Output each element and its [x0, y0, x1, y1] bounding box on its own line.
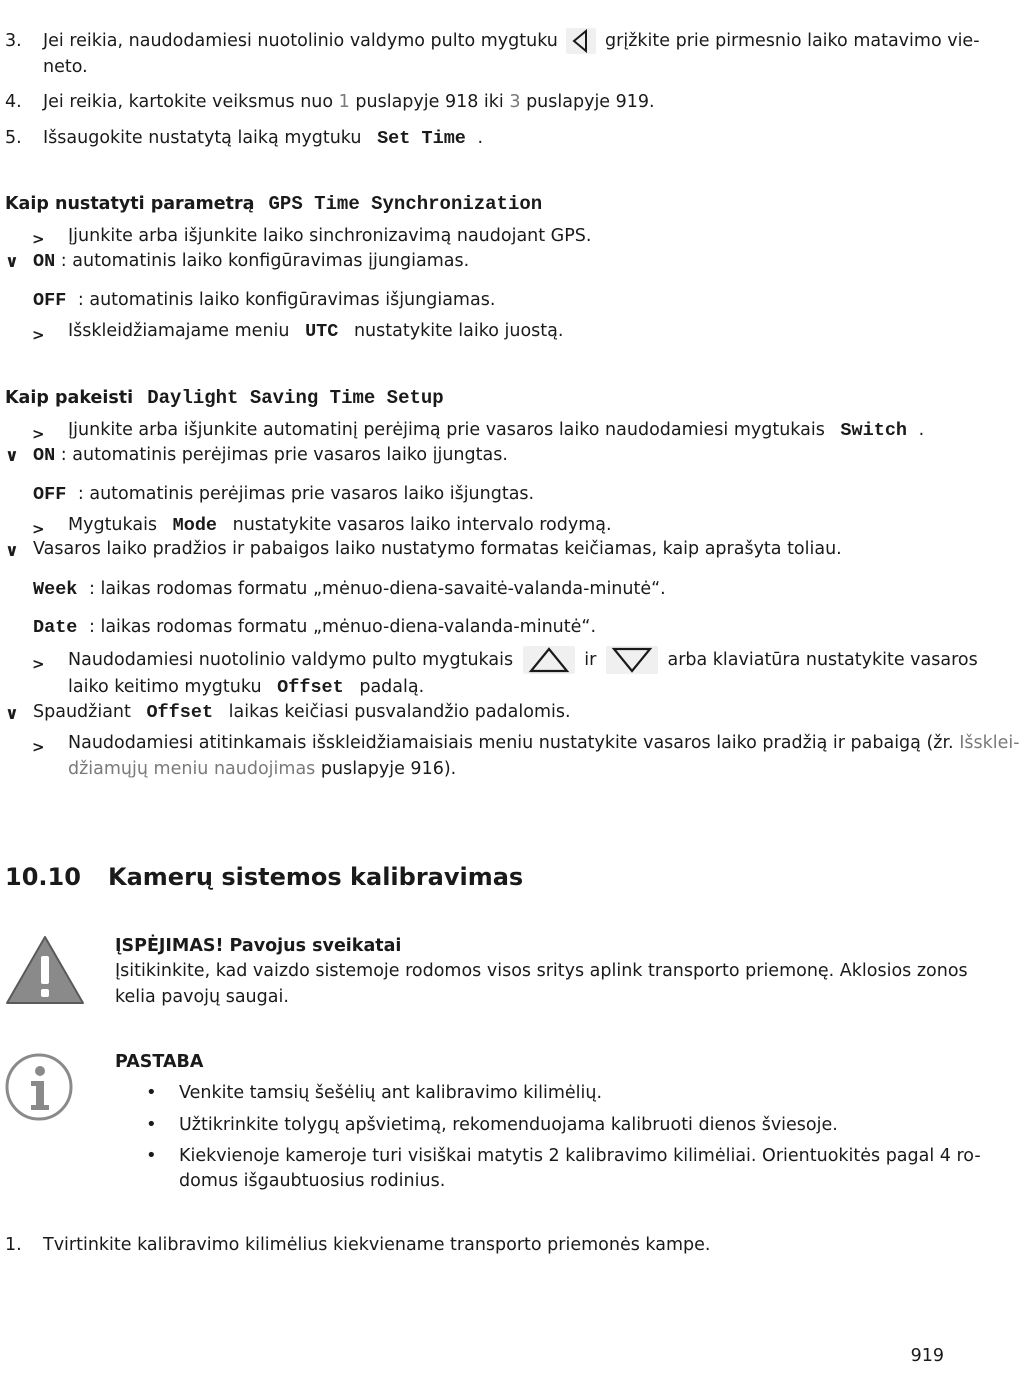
warning-title: ĮSPĖJIMAS! Pavojus sveikatai: [115, 936, 402, 956]
result-chevron-icon: ∨: [5, 252, 19, 272]
warning-triangle-icon: [4, 934, 86, 1014]
step-text: Jei reikia, naudodamiesi nuotolinio valdymo pulto mygtuku grįžkite prie pirmesnio laiko matavimo vie-: [43, 28, 980, 54]
button-code: Set Time: [377, 128, 466, 149]
step-ref-link[interactable]: 1: [338, 92, 350, 112]
action-arrow-icon: >: [32, 326, 45, 344]
warning-text: Įsitikinkite, kad vaizdo sistemoje rodomos visos sritys aplink transporto priemonę. Aklosios zonos: [115, 961, 968, 981]
note-item-cont: domus išgaubtuosius rodinius.: [179, 1171, 446, 1191]
action-text: Naudodamiesi atitinkamais išskleidžiamaisiais meniu nustatykite vasaros laiko pradžią ir pabaigą (žr. Išsklei-: [68, 733, 1020, 753]
warning-text-cont: kelia pavojų saugai.: [115, 987, 289, 1007]
cross-ref-link[interactable]: Išsklei-: [959, 733, 1020, 753]
action-text: Mygtukais Mode nustatykite vasaros laiko intervalo rodymą.: [68, 515, 612, 536]
action-arrow-icon: >: [32, 230, 45, 248]
action-text: Įjunkite arba išjunkite laiko sinchronizavimą naudojant GPS.: [68, 226, 592, 246]
action-arrow-icon: >: [32, 655, 45, 673]
step-text: Tvirtinkite kalibravimo kilimėlius kiekviename transporto priemonės kampe.: [43, 1235, 711, 1255]
page-number: 919: [910, 1346, 944, 1366]
action-arrow-icon: >: [32, 738, 45, 756]
step-number: 3.: [5, 31, 22, 51]
info-circle-icon: [4, 1052, 74, 1130]
action-text: Įjunkite arba išjunkite automatinį perėjimą prie vasaros laiko naudodamiesi mygtukais Switch .: [68, 420, 925, 441]
action-text: Naudodamiesi nuotolinio valdymo pulto mygtukais ir arba klaviatūra nustatykite vasaros: [68, 646, 978, 674]
option-text: Week : laikas rodomas formatu „mėnuo-diena-savaitė-valanda-minutė“.: [33, 579, 666, 600]
step-text: Jei reikia, kartokite veiksmus nuo 1 puslapyje 918 iki 3 puslapyje 919.: [43, 92, 655, 112]
section-title: Kamerų sistemos kalibravimas: [108, 863, 524, 891]
result-text: ON : automatinis laiko konfigūravimas įjungiamas.: [33, 251, 470, 272]
bullet-icon: •: [146, 1145, 157, 1166]
step-number: 5.: [5, 128, 22, 148]
result-chevron-icon: ∨: [5, 704, 19, 724]
option-text: OFF : automatinis perėjimas prie vasaros laiko išjungtas.: [33, 484, 535, 505]
subsection-heading-gps: Kaip nustatyti parametrą GPS Time Synchronization: [5, 193, 543, 215]
action-text: Išskleidžiamajame meniu UTC nustatykite laiko juostą.: [68, 321, 564, 342]
note-item: Kiekvienoje kameroje turi visiškai matytis 2 kalibravimo kilimėliai. Orientuokitės pagal 4 ro-: [179, 1146, 981, 1166]
section-number: 10.10: [5, 863, 81, 891]
result-text: Spaudžiant Offset laikas keičiasi pusvalandžio padalomis.: [33, 702, 571, 723]
step-number: 4.: [5, 92, 22, 112]
result-chevron-icon: ∨: [5, 446, 19, 466]
step-number: 1.: [5, 1235, 22, 1255]
bullet-icon: •: [146, 1082, 157, 1103]
subsection-heading-dst: Kaip pakeisti Daylight Saving Time Setup: [5, 387, 444, 409]
note-item: Venkite tamsių šešėlių ant kalibravimo kilimėlių.: [179, 1083, 603, 1103]
option-text: Date : laikas rodomas formatu „mėnuo-diena-valanda-minutė“.: [33, 617, 597, 638]
action-text-cont: džiamųjų meniu naudojimas puslapyje 916).: [68, 759, 457, 779]
option-text: OFF : automatinis laiko konfigūravimas išjungiamas.: [33, 290, 496, 311]
action-arrow-icon: >: [32, 425, 45, 443]
bullet-icon: •: [146, 1114, 157, 1135]
triangle-down-icon: [606, 646, 658, 674]
step-ref-link[interactable]: 3: [509, 92, 521, 112]
result-chevron-icon: ∨: [5, 541, 19, 561]
action-arrow-icon: >: [32, 520, 45, 538]
result-text: ON : automatinis perėjimas prie vasaros laiko įjungtas.: [33, 445, 508, 466]
cross-ref-link[interactable]: džiamųjų meniu naudojimas: [68, 759, 316, 779]
note-title: PASTABA: [115, 1052, 204, 1072]
result-text: Vasaros laiko pradžios ir pabaigos laiko nustatymo formatas keičiamas, kaip aprašyta toliau.: [33, 539, 842, 559]
triangle-left-icon: [566, 28, 596, 54]
note-item: Užtikrinkite tolygų apšvietimą, rekomenduojama kalibruoti dienos šviesoje.: [179, 1115, 838, 1135]
step-text: Išsaugokite nustatytą laiką mygtuku Set Time .: [43, 128, 484, 149]
step-text-cont: neto.: [43, 57, 88, 77]
action-text-cont: laiko keitimo mygtuku Offset padalą.: [68, 677, 425, 698]
triangle-up-icon: [523, 646, 575, 674]
